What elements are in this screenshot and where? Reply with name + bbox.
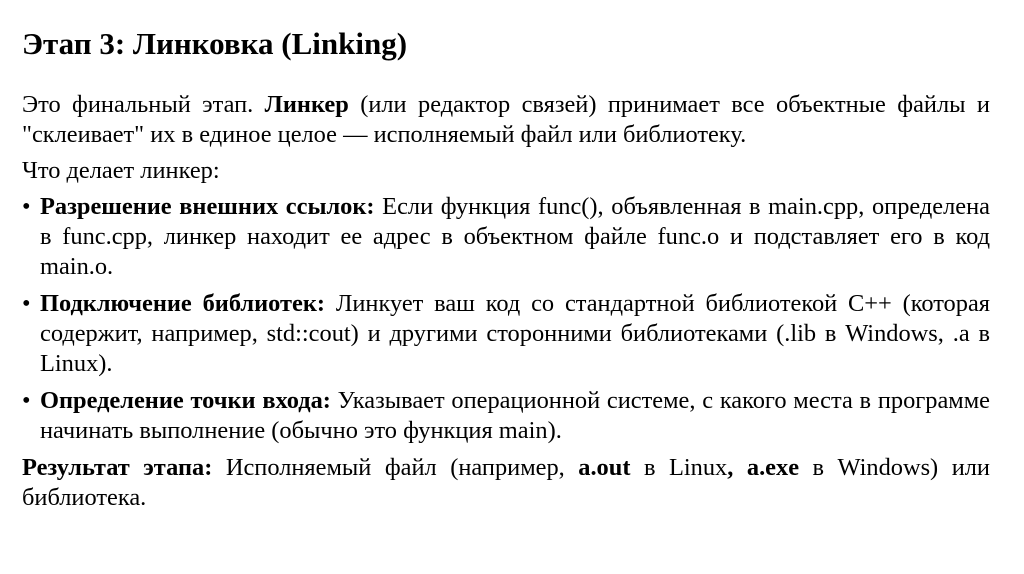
bullet-item-entry-point <box>22 386 990 446</box>
result-label: Результат этапа: <box>22 454 213 481</box>
result-bold-comma: , <box>727 454 734 481</box>
bullet-item-libraries <box>22 289 990 379</box>
bullet-marker: • <box>22 290 31 317</box>
result-paragraph <box>22 453 990 513</box>
slide-title: Этап 3: Линковка (Linking) <box>22 26 408 61</box>
result-text-1: Исполняемый файл (например, <box>212 454 579 481</box>
bullet-text: Линкует ваш код со стандартной библиотекой C++ (которая содержит, например, std::cout) и другими сторонними библиотеками (.lib в Windows, .a в Linux). <box>40 290 990 377</box>
intro-text-2: (или редактор связей) принимает все объектные файлы и "склеивает" их в единое целое — исполняемый файл или библиотеку. <box>22 91 990 148</box>
bullet-text: Если функция func(), объявленная в main.cpp, определена в func.cpp, линкер находит ее адрес в объектном файле func.o и подставляет его в код main.o. <box>40 193 991 280</box>
bullet-marker: • <box>22 387 31 414</box>
intro-paragraph <box>22 90 990 150</box>
result-bold-aexe: a.exe <box>746 454 800 481</box>
bullet-term: Разрешение внешних ссылок: <box>40 193 375 220</box>
bullet-term: Определение точки входа: <box>40 387 331 414</box>
slide-content <box>22 90 990 513</box>
result-text-3 <box>733 454 747 481</box>
result-text-2: в Linux <box>630 454 728 481</box>
result-text-4: в Windows) или библиотека. <box>22 454 990 511</box>
intro-bold-linker: Линкер <box>264 91 349 118</box>
intro-text-1: Это финальный этап. <box>22 91 265 118</box>
bullet-marker: • <box>22 193 31 220</box>
bullet-item-resolve-refs <box>22 192 990 282</box>
bullet-term: Подключение библиотек: <box>40 290 326 317</box>
bullet-text: Указывает операционной системе, с какого места в программе начинать выполнение (обычно это функция main). <box>40 387 990 444</box>
lead-paragraph: Что делает линкер: <box>22 157 220 184</box>
result-bold-aout: a.out <box>578 454 631 481</box>
